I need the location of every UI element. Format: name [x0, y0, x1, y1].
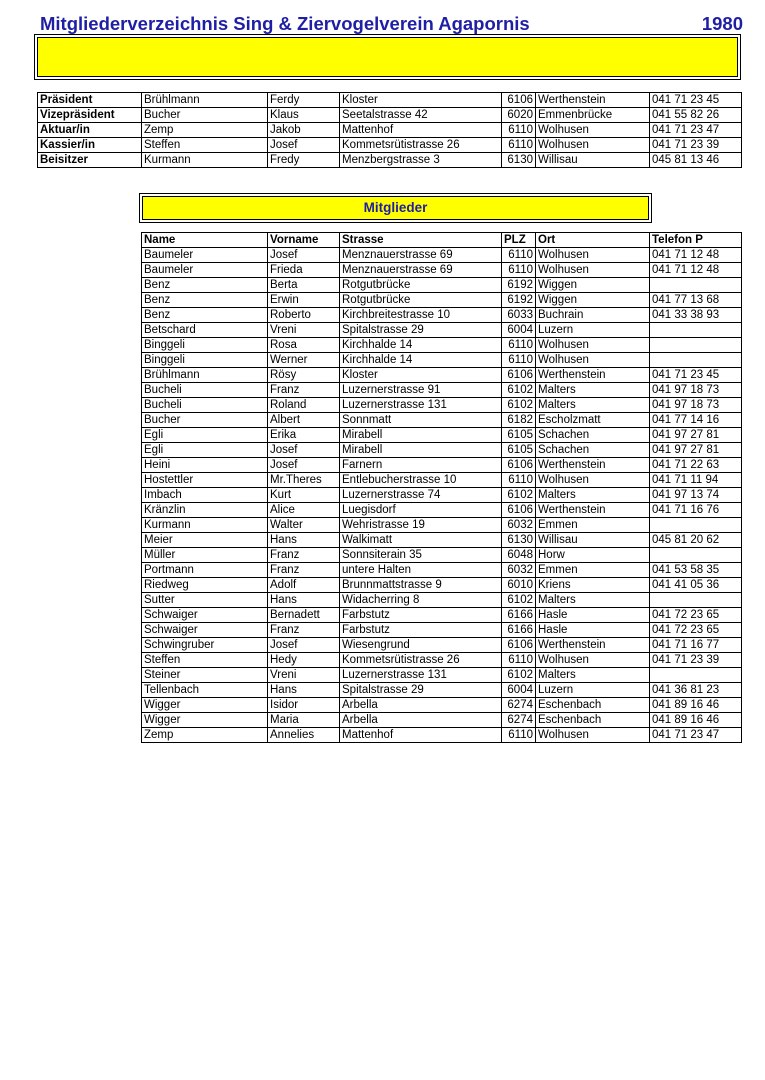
member-name: Binggeli — [142, 353, 268, 368]
member-name: Baumeler — [142, 248, 268, 263]
member-vorname: Hans — [268, 533, 340, 548]
member-ort: Wolhusen — [536, 263, 650, 278]
member-vorname: Kurt — [268, 488, 340, 503]
member-strasse: Farnern — [340, 458, 502, 473]
member-row — [142, 368, 742, 383]
board-name: Bucher — [142, 108, 268, 123]
member-telefon: 041 71 16 76 — [650, 503, 742, 518]
member-strasse: Kommetsrütistrasse 26 — [340, 653, 502, 668]
member-ort: Werthenstein — [536, 503, 650, 518]
member-name: Schwingruber — [142, 638, 268, 653]
member-strasse: Mattenhof — [340, 728, 502, 743]
member-strasse: Spitalstrasse 29 — [340, 323, 502, 338]
member-telefon: 041 89 16 46 — [650, 713, 742, 728]
member-telefon: 041 77 13 68 — [650, 293, 742, 308]
member-strasse: Kirchhalde 14 — [340, 338, 502, 353]
member-strasse: Arbella — [340, 713, 502, 728]
member-ort: Malters — [536, 488, 650, 503]
member-name: Zemp — [142, 728, 268, 743]
member-ort: Luzern — [536, 323, 650, 338]
member-ort: Schachen — [536, 443, 650, 458]
member-ort: Schachen — [536, 428, 650, 443]
member-telefon — [650, 338, 742, 353]
member-telefon — [650, 593, 742, 608]
member-ort: Wolhusen — [536, 473, 650, 488]
document-title: Mitgliederverzeichnis Sing & Ziervogelverein Agapornis — [40, 13, 530, 34]
member-name: Egli — [142, 443, 268, 458]
member-vorname: Isidor — [268, 698, 340, 713]
member-name: Imbach — [142, 488, 268, 503]
member-vorname: Franz — [268, 563, 340, 578]
column-header-vorname: Vorname — [268, 233, 340, 248]
member-row — [142, 323, 742, 338]
board-plz: 6110 — [502, 138, 536, 153]
board-role: Kassier/in — [38, 138, 142, 153]
member-ort: Werthenstein — [536, 368, 650, 383]
column-header-plz: PLZ — [502, 233, 536, 248]
member-name: Sutter — [142, 593, 268, 608]
member-vorname: Roberto — [268, 308, 340, 323]
board-strasse: Mattenhof — [340, 123, 502, 138]
member-strasse: Brunnmattstrasse 9 — [340, 578, 502, 593]
member-plz: 6110 — [502, 473, 536, 488]
member-name: Steffen — [142, 653, 268, 668]
members-heading: Mitglieder — [142, 196, 649, 220]
board-name: Zemp — [142, 123, 268, 138]
member-name: Riedweg — [142, 578, 268, 593]
member-strasse: Kirchhalde 14 — [340, 353, 502, 368]
member-vorname: Alice — [268, 503, 340, 518]
member-strasse: Rotgutbrücke — [340, 293, 502, 308]
member-name: Portmann — [142, 563, 268, 578]
member-ort: Kriens — [536, 578, 650, 593]
member-row — [142, 278, 742, 293]
member-row — [142, 563, 742, 578]
member-telefon: 041 97 27 81 — [650, 443, 742, 458]
member-strasse: Menznauerstrasse 69 — [340, 263, 502, 278]
member-telefon: 041 41 05 36 — [650, 578, 742, 593]
member-telefon: 041 53 58 35 — [650, 563, 742, 578]
member-plz: 6033 — [502, 308, 536, 323]
member-row — [142, 728, 742, 743]
member-plz: 6110 — [502, 248, 536, 263]
member-name: Meier — [142, 533, 268, 548]
member-name: Kurmann — [142, 518, 268, 533]
member-vorname: Vreni — [268, 323, 340, 338]
member-name: Bucheli — [142, 398, 268, 413]
member-vorname: Erika — [268, 428, 340, 443]
member-telefon: 041 71 22 63 — [650, 458, 742, 473]
board-ort: Emmenbrücke — [536, 108, 650, 123]
member-ort: Malters — [536, 383, 650, 398]
member-name: Benz — [142, 308, 268, 323]
member-vorname: Franz — [268, 623, 340, 638]
member-vorname: Josef — [268, 458, 340, 473]
member-telefon: 041 97 18 73 — [650, 398, 742, 413]
member-strasse: Luegisdorf — [340, 503, 502, 518]
member-plz: 6048 — [502, 548, 536, 563]
member-name: Heini — [142, 458, 268, 473]
member-ort: Wolhusen — [536, 353, 650, 368]
member-plz: 6110 — [502, 263, 536, 278]
member-telefon: 041 97 27 81 — [650, 428, 742, 443]
member-name: Binggeli — [142, 338, 268, 353]
member-plz: 6032 — [502, 518, 536, 533]
board-ort: Willisau — [536, 153, 650, 168]
board-role: Beisitzer — [38, 153, 142, 168]
member-telefon — [650, 323, 742, 338]
members-header-row — [142, 233, 742, 248]
member-plz: 6102 — [502, 488, 536, 503]
board-strasse: Kommetsrütistrasse 26 — [340, 138, 502, 153]
member-strasse: Sonnsiterain 35 — [340, 548, 502, 563]
board-row — [38, 108, 742, 123]
member-vorname: Rösy — [268, 368, 340, 383]
member-vorname: Erwin — [268, 293, 340, 308]
board-table — [37, 92, 742, 168]
board-plz: 6130 — [502, 153, 536, 168]
member-row — [142, 503, 742, 518]
member-telefon — [650, 548, 742, 563]
member-strasse: Arbella — [340, 698, 502, 713]
member-row — [142, 713, 742, 728]
board-ort: Wolhusen — [536, 123, 650, 138]
board-vorname: Fredy — [268, 153, 340, 168]
member-vorname: Bernadett — [268, 608, 340, 623]
member-telefon: 041 71 23 47 — [650, 728, 742, 743]
member-row — [142, 593, 742, 608]
member-ort: Horw — [536, 548, 650, 563]
member-row — [142, 683, 742, 698]
member-plz: 6102 — [502, 593, 536, 608]
board-row — [38, 123, 742, 138]
member-name: Bucheli — [142, 383, 268, 398]
member-telefon: 041 33 38 93 — [650, 308, 742, 323]
member-telefon: 041 71 12 48 — [650, 248, 742, 263]
member-plz: 6110 — [502, 353, 536, 368]
board-name: Steffen — [142, 138, 268, 153]
member-telefon: 041 97 18 73 — [650, 383, 742, 398]
board-telefon: 045 81 13 46 — [650, 153, 742, 168]
member-row — [142, 638, 742, 653]
member-ort: Buchrain — [536, 308, 650, 323]
member-name: Tellenbach — [142, 683, 268, 698]
member-plz: 6105 — [502, 443, 536, 458]
member-plz: 6102 — [502, 383, 536, 398]
member-telefon — [650, 518, 742, 533]
member-ort: Werthenstein — [536, 458, 650, 473]
member-name: Benz — [142, 293, 268, 308]
member-ort: Wolhusen — [536, 248, 650, 263]
member-plz: 6274 — [502, 713, 536, 728]
member-plz: 6032 — [502, 563, 536, 578]
member-telefon: 045 81 20 62 — [650, 533, 742, 548]
board-row — [38, 138, 742, 153]
member-ort: Werthenstein — [536, 638, 650, 653]
member-vorname: Adolf — [268, 578, 340, 593]
member-row — [142, 533, 742, 548]
member-vorname: Annelies — [268, 728, 340, 743]
member-row — [142, 293, 742, 308]
member-row — [142, 248, 742, 263]
member-strasse: Kloster — [340, 368, 502, 383]
member-strasse: Wiesengrund — [340, 638, 502, 653]
member-ort: Wiggen — [536, 293, 650, 308]
member-telefon: 041 89 16 46 — [650, 698, 742, 713]
member-vorname: Walter — [268, 518, 340, 533]
member-vorname: Josef — [268, 638, 340, 653]
board-name: Kurmann — [142, 153, 268, 168]
member-name: Brühlmann — [142, 368, 268, 383]
member-strasse: Luzernerstrasse 74 — [340, 488, 502, 503]
member-vorname: Roland — [268, 398, 340, 413]
member-strasse: Luzernerstrasse 91 — [340, 383, 502, 398]
member-strasse: Luzernerstrasse 131 — [340, 398, 502, 413]
member-row — [142, 338, 742, 353]
member-name: Wigger — [142, 713, 268, 728]
member-strasse: Spitalstrasse 29 — [340, 683, 502, 698]
member-plz: 6166 — [502, 608, 536, 623]
member-row — [142, 428, 742, 443]
member-ort: Malters — [536, 668, 650, 683]
board-row — [38, 93, 742, 108]
member-vorname: Mr.Theres — [268, 473, 340, 488]
board-plz: 6110 — [502, 123, 536, 138]
member-row — [142, 458, 742, 473]
member-vorname: Berta — [268, 278, 340, 293]
board-vorname: Josef — [268, 138, 340, 153]
member-plz: 6106 — [502, 368, 536, 383]
board-strasse: Menzbergstrasse 3 — [340, 153, 502, 168]
title-box — [37, 37, 738, 77]
member-row — [142, 353, 742, 368]
member-vorname: Vreni — [268, 668, 340, 683]
member-plz: 6106 — [502, 458, 536, 473]
members-heading-frame — [139, 193, 652, 223]
member-vorname: Franz — [268, 548, 340, 563]
member-row — [142, 488, 742, 503]
member-telefon — [650, 353, 742, 368]
member-plz: 6010 — [502, 578, 536, 593]
member-row — [142, 698, 742, 713]
board-ort: Wolhusen — [536, 138, 650, 153]
board-role: Aktuar/in — [38, 123, 142, 138]
board-telefon: 041 71 23 39 — [650, 138, 742, 153]
member-strasse: Sonnmatt — [340, 413, 502, 428]
column-header-telefon: Telefon P — [650, 233, 742, 248]
column-header-name: Name — [142, 233, 268, 248]
member-row — [142, 398, 742, 413]
member-vorname: Maria — [268, 713, 340, 728]
board-vorname: Ferdy — [268, 93, 340, 108]
member-vorname: Albert — [268, 413, 340, 428]
member-strasse: Farbstutz — [340, 623, 502, 638]
member-plz: 6192 — [502, 278, 536, 293]
board-vorname: Klaus — [268, 108, 340, 123]
member-strasse: Farbstutz — [340, 608, 502, 623]
member-plz: 6182 — [502, 413, 536, 428]
member-ort: Wolhusen — [536, 338, 650, 353]
board-strasse: Kloster — [340, 93, 502, 108]
member-plz: 6004 — [502, 323, 536, 338]
member-telefon — [650, 278, 742, 293]
member-vorname: Frieda — [268, 263, 340, 278]
member-plz: 6110 — [502, 338, 536, 353]
member-name: Schwaiger — [142, 608, 268, 623]
column-header-strasse: Strasse — [340, 233, 502, 248]
member-telefon: 041 36 81 23 — [650, 683, 742, 698]
column-header-ort: Ort — [536, 233, 650, 248]
member-plz: 6274 — [502, 698, 536, 713]
member-vorname: Hans — [268, 593, 340, 608]
member-vorname: Hedy — [268, 653, 340, 668]
member-row — [142, 668, 742, 683]
member-vorname: Hans — [268, 683, 340, 698]
member-name: Kränzlin — [142, 503, 268, 518]
member-row — [142, 308, 742, 323]
member-telefon: 041 97 13 74 — [650, 488, 742, 503]
board-telefon: 041 71 23 47 — [650, 123, 742, 138]
member-name: Baumeler — [142, 263, 268, 278]
member-telefon: 041 72 23 65 — [650, 608, 742, 623]
member-strasse: Entlebucherstrasse 10 — [340, 473, 502, 488]
board-vorname: Jakob — [268, 123, 340, 138]
member-ort: Emmen — [536, 518, 650, 533]
member-ort: Wiggen — [536, 278, 650, 293]
member-ort: Malters — [536, 593, 650, 608]
member-telefon: 041 71 12 48 — [650, 263, 742, 278]
board-ort: Werthenstein — [536, 93, 650, 108]
member-telefon: 041 77 14 16 — [650, 413, 742, 428]
member-row — [142, 413, 742, 428]
member-plz: 6106 — [502, 503, 536, 518]
board-telefon: 041 71 23 45 — [650, 93, 742, 108]
member-ort: Malters — [536, 398, 650, 413]
board-role: Vizepräsident — [38, 108, 142, 123]
member-name: Egli — [142, 428, 268, 443]
member-row — [142, 473, 742, 488]
board-telefon: 041 55 82 26 — [650, 108, 742, 123]
member-strasse: Luzernerstrasse 131 — [340, 668, 502, 683]
member-plz: 6106 — [502, 638, 536, 653]
member-telefon: 041 71 16 77 — [650, 638, 742, 653]
member-name: Wigger — [142, 698, 268, 713]
board-plz: 6106 — [502, 93, 536, 108]
member-vorname: Werner — [268, 353, 340, 368]
board-name: Brühlmann — [142, 93, 268, 108]
member-name: Bucher — [142, 413, 268, 428]
member-strasse: Rotgutbrücke — [340, 278, 502, 293]
member-name: Steiner — [142, 668, 268, 683]
member-plz: 6105 — [502, 428, 536, 443]
member-strasse: untere Halten — [340, 563, 502, 578]
member-row — [142, 623, 742, 638]
member-vorname: Rosa — [268, 338, 340, 353]
member-plz: 6130 — [502, 533, 536, 548]
title-frame — [34, 34, 741, 80]
member-telefon: 041 72 23 65 — [650, 623, 742, 638]
member-row — [142, 608, 742, 623]
member-plz: 6102 — [502, 668, 536, 683]
board-role: Präsident — [38, 93, 142, 108]
member-name: Schwaiger — [142, 623, 268, 638]
member-name: Betschard — [142, 323, 268, 338]
member-ort: Eschenbach — [536, 698, 650, 713]
member-plz: 6102 — [502, 398, 536, 413]
member-telefon: 041 71 23 45 — [650, 368, 742, 383]
member-row — [142, 263, 742, 278]
member-row — [142, 383, 742, 398]
member-strasse: Kirchbreitestrasse 10 — [340, 308, 502, 323]
member-name: Müller — [142, 548, 268, 563]
member-vorname: Josef — [268, 443, 340, 458]
board-strasse: Seetalstrasse 42 — [340, 108, 502, 123]
member-strasse: Mirabell — [340, 428, 502, 443]
member-row — [142, 578, 742, 593]
member-strasse: Mirabell — [340, 443, 502, 458]
member-telefon: 041 71 23 39 — [650, 653, 742, 668]
member-row — [142, 548, 742, 563]
member-telefon: 041 71 11 94 — [650, 473, 742, 488]
member-ort: Eschenbach — [536, 713, 650, 728]
member-plz: 6110 — [502, 728, 536, 743]
board-plz: 6020 — [502, 108, 536, 123]
member-vorname: Josef — [268, 248, 340, 263]
member-plz: 6166 — [502, 623, 536, 638]
member-strasse: Widacherring 8 — [340, 593, 502, 608]
document-year: 1980 — [701, 13, 743, 34]
member-ort: Wolhusen — [536, 653, 650, 668]
member-plz: 6110 — [502, 653, 536, 668]
board-row — [38, 153, 742, 168]
member-name: Benz — [142, 278, 268, 293]
member-ort: Wolhusen — [536, 728, 650, 743]
member-plz: 6192 — [502, 293, 536, 308]
member-row — [142, 443, 742, 458]
member-ort: Hasle — [536, 608, 650, 623]
member-vorname: Franz — [268, 383, 340, 398]
member-telefon — [650, 668, 742, 683]
member-row — [142, 518, 742, 533]
member-ort: Escholzmatt — [536, 413, 650, 428]
member-strasse: Wehristrasse 19 — [340, 518, 502, 533]
member-plz: 6004 — [502, 683, 536, 698]
member-strasse: Menznauerstrasse 69 — [340, 248, 502, 263]
member-ort: Hasle — [536, 623, 650, 638]
member-ort: Emmen — [536, 563, 650, 578]
member-strasse: Walkimatt — [340, 533, 502, 548]
member-row — [142, 653, 742, 668]
member-ort: Luzern — [536, 683, 650, 698]
member-ort: Willisau — [536, 533, 650, 548]
member-name: Hostettler — [142, 473, 268, 488]
members-table — [141, 232, 742, 743]
